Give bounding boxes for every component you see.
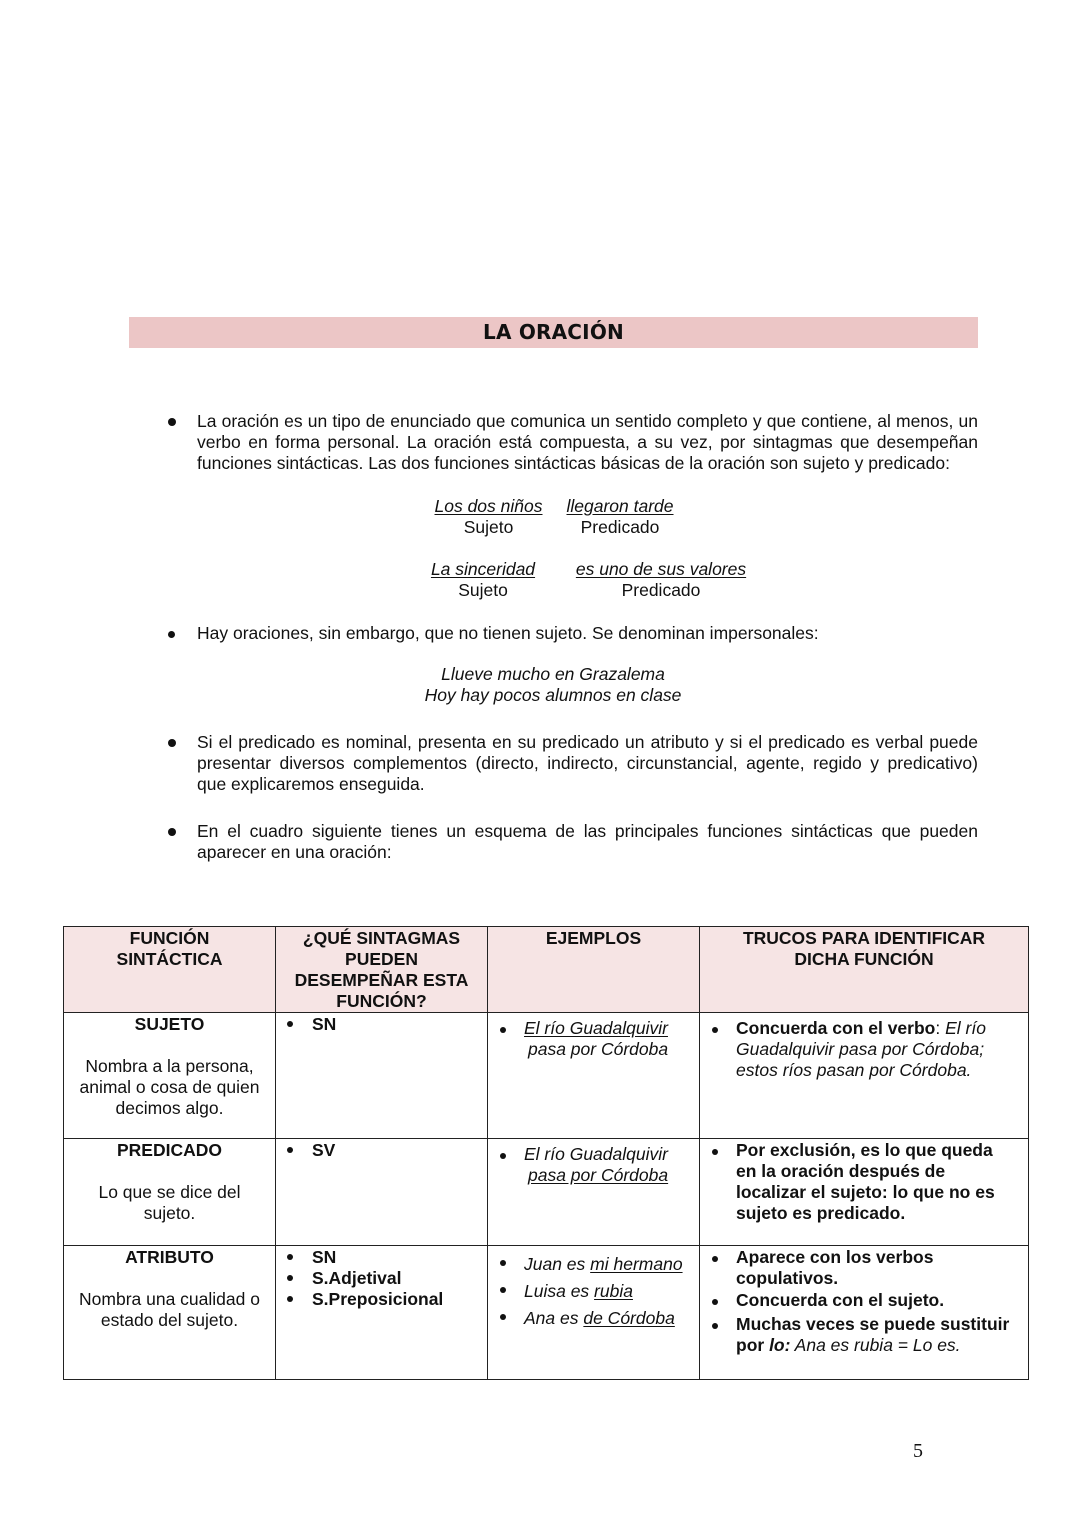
bullet-icon: [168, 631, 175, 638]
header-function: FUNCIÓN SINTÁCTICA: [64, 927, 276, 1013]
list-item: SN: [276, 1014, 487, 1035]
cell-tricks: [700, 1013, 1029, 1139]
cell-function: SUJETO Nombra a la persona, animal o cosa de quien decimos algo.: [64, 1013, 276, 1139]
header-tricks: TRUCOS PARA IDENTIFICAR DICHA FUNCIÓN: [700, 927, 1029, 1013]
list-item: Juan es mi hermano: [488, 1251, 699, 1278]
bullet-text: Si el predicado es nominal, presenta en su predicado un atributo y si el predicado es verbal puede presentar diversos complementos (directo, indirecto, circunstancial, agente, regido y predicativo) que explicaremos enseguida.: [197, 732, 978, 794]
bullet-icon: [168, 739, 176, 747]
bullet-predicate-types: [168, 732, 978, 795]
example-predicate-2: es uno de sus valores Predicado: [575, 559, 747, 600]
header-syntagms: ¿QUÉ SINTAGMAS PUEDEN DESEMPEÑAR ESTA FUNCIÓN?: [276, 927, 488, 1013]
cell-syntagms: [276, 1139, 488, 1246]
example-subject-2: La sinceridad Sujeto: [430, 559, 536, 600]
bullet-definition: [168, 411, 978, 474]
header-examples: EJEMPLOS: [488, 927, 700, 1013]
list-item: Aparece con los verbos copulativos.: [700, 1247, 1028, 1289]
list-item: Concuerda con el verbo: El río Guadalquivir pasa por Córdoba; estos ríos pasan por Córdoba.: [700, 1018, 1028, 1081]
cell-tricks: [700, 1246, 1029, 1380]
list-item: S.Adjetival: [276, 1268, 487, 1289]
cell-tricks: [700, 1139, 1029, 1246]
bullet-table-intro: [168, 821, 978, 863]
functions-table: [63, 926, 1029, 1380]
list-item: SV: [276, 1140, 487, 1161]
list-item: El río Guadalquivir pasa por Córdoba: [488, 1144, 699, 1186]
cell-function: ATRIBUTO Nombra una cualidad o estado del sujeto.: [64, 1246, 276, 1380]
list-item: Concuerda con el sujeto.: [700, 1290, 1028, 1311]
page-number: 5: [913, 1440, 923, 1462]
page-title: LA ORACIÓN: [483, 320, 624, 344]
list-item: El río Guadalquivir pasa por Córdoba: [488, 1018, 699, 1060]
bullet-impersonal: [168, 623, 978, 644]
table-row: [64, 1246, 1029, 1380]
title-banner: [129, 317, 978, 348]
cell-examples: [488, 1246, 700, 1380]
list-item: Ana es de Córdoba: [488, 1305, 699, 1332]
table-header-row: [64, 927, 1029, 1013]
list-item: Luisa es rubia: [488, 1278, 699, 1305]
cell-examples: [488, 1139, 700, 1246]
bullet-icon: [168, 828, 176, 836]
bullet-icon: [168, 418, 176, 426]
example-subject-1: Los dos niños Sujeto: [434, 496, 543, 537]
cell-examples: [488, 1013, 700, 1139]
example-predicate-1: llegaron tarde Predicado: [566, 496, 674, 537]
cell-function: PREDICADO Lo que se dice del sujeto.: [64, 1139, 276, 1246]
bullet-text: En el cuadro siguiente tienes un esquema de las principales funciones sintácticas que pueden aparecer en una oración:: [197, 821, 978, 862]
list-item: S.Preposicional: [276, 1289, 487, 1310]
list-item: Muchas veces se puede sustituir por lo: Ana es rubia = Lo es.: [700, 1314, 1028, 1356]
bullet-text: La oración es un tipo de enunciado que comunica un sentido completo y que contiene, al menos, un verbo en forma personal. La oración está compuesta, a su vez, por sintagmas que desempeñan funciones sintácticas. Las dos funciones sintácticas básicas de la oración son sujeto y predicado:: [197, 411, 978, 473]
list-item: SN: [276, 1247, 487, 1268]
impersonal-examples: Llueve mucho en Grazalema Hoy hay pocos alumnos en clase: [424, 664, 682, 705]
cell-syntagms: [276, 1013, 488, 1139]
list-item: Por exclusión, es lo que queda en la oración después de localizar el sujeto: lo que no es sujeto es predicado.: [700, 1140, 1028, 1224]
bullet-text: Hay oraciones, sin embargo, que no tienen sujeto. Se denominan impersonales:: [197, 623, 819, 643]
table-row: [64, 1013, 1029, 1139]
cell-syntagms: [276, 1246, 488, 1380]
table-row: [64, 1139, 1029, 1246]
